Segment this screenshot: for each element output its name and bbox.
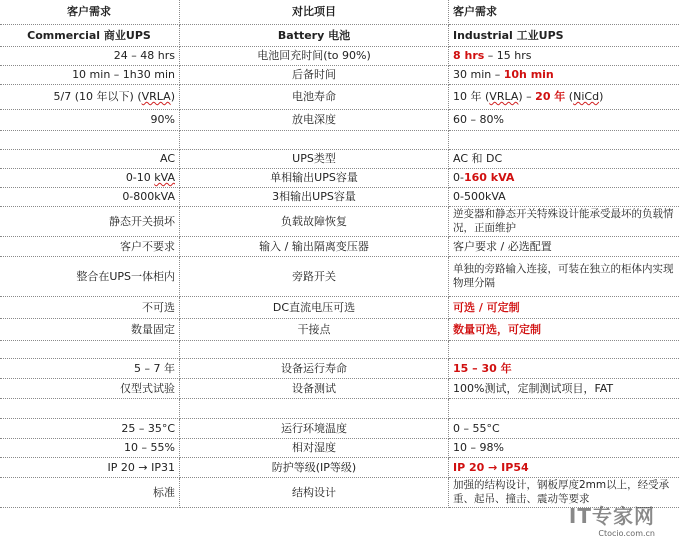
spacer-row [0,340,679,358]
commercial-cell: 5 – 7 年 [0,358,180,378]
commercial-cell: 整合在UPS一体柜内 [0,256,180,296]
table-row [0,457,679,477]
industrial-cell: IP 20 → IP54 [449,457,679,477]
item-cell: 设备测试 [180,378,449,398]
commercial-cell: 客户不要求 [0,236,180,256]
table-row [0,236,679,256]
item-cell: 结构设计 [180,477,449,507]
industrial-cell [449,46,679,65]
plain-text: 30 min – [453,68,504,81]
header-col3: 客户需求 [449,0,679,24]
item-cell: 运行环境温度 [180,418,449,438]
spacer-row [0,130,679,149]
item-cell: 干接点 [180,318,449,340]
table-row [0,477,679,507]
item-cell: 旁路开关 [180,256,449,296]
commercial-cell: 静态开关损坏 [0,206,180,236]
plain-text: ) [599,90,604,103]
header-col2: 对比项目 [180,0,449,24]
table-row [0,378,679,398]
plain-text: 10 年 ( [453,90,490,103]
subheader-col2: Battery 电池 [180,24,449,46]
item-cell: 3相输出UPS容量 [180,187,449,206]
commercial-cell: 24 – 48 hrs [0,46,180,65]
underlined-text: VRLA [489,90,519,103]
plain-text: ( [565,90,574,103]
item-cell: 单相输出UPS容量 [180,168,449,187]
item-cell: 电池寿命 [180,84,449,109]
item-cell: 负载故障恢复 [180,206,449,236]
commercial-cell: 仅型式试验 [0,378,180,398]
table-row [0,358,679,378]
commercial-cell: 90% [0,109,180,130]
table-row [0,418,679,438]
table-row [0,438,679,457]
industrial-cell: 单独的旁路输入连接，可装在独立的柜体内实现物理分隔 [449,256,679,296]
industrial-cell: 100%测试，定制测试项目，FAT [449,378,679,398]
commercial-cell: IP 20 → IP31 [0,457,180,477]
commercial-cell: 数量固定 [0,318,180,340]
commercial-cell: 不可选 [0,296,180,318]
subheader-col3: Industrial 工业UPS [449,24,679,46]
item-cell: 防护等级(IP等级) [180,457,449,477]
commercial-cell: 标准 [0,477,180,507]
industrial-cell: 客户要求 / 必选配置 [449,236,679,256]
item-cell: 相对湿度 [180,438,449,457]
commercial-cell: 10 min – 1h30 min [0,65,180,84]
item-cell: 设备运行寿命 [180,358,449,378]
industrial-cell: 10 – 98% [449,438,679,457]
industrial-cell: 0 – 55°C [449,418,679,438]
table-row [0,256,679,296]
table-row [0,149,679,168]
header-row [0,0,679,24]
table-row [0,168,679,187]
spacer-row [0,398,679,418]
plain-text: 5/7 (10 年以下) ( [53,90,142,103]
item-cell: 放电深度 [180,109,449,130]
highlight-text: 160 kVA [463,171,515,184]
commercial-cell: 10 – 55% [0,438,180,457]
industrial-cell: 15 – 30 年 [449,358,679,378]
item-cell: 后备时间 [180,65,449,84]
industrial-cell: 可选 / 可定制 [449,296,679,318]
watermark-logo-text: IT专家网 [568,504,655,528]
item-cell: UPS类型 [180,149,449,168]
item-cell: 输入 / 输出隔离变压器 [180,236,449,256]
industrial-cell: 逆变器和静态开关特殊设计能承受最坏的负载情况，正面维护 [449,206,679,236]
watermark-url: Ctocio.com.cn [598,529,655,538]
subheader-row [0,24,679,46]
industrial-cell [449,65,679,84]
plain-text: ) – [518,90,536,103]
subheader-col1: Commercial 商业UPS [0,24,180,46]
item-cell: DC直流电压可选 [180,296,449,318]
highlight-text: 10h min [503,68,554,81]
industrial-cell: 数量可选，可定制 [449,318,679,340]
industrial-cell: 0-500kVA [449,187,679,206]
industrial-cell: AC 和 DC [449,149,679,168]
commercial-cell [0,168,180,187]
commercial-cell [0,84,180,109]
table-row [0,84,679,109]
industrial-cell: 60 – 80% [449,109,679,130]
table-row [0,296,679,318]
header-col1: 客户需求 [0,0,180,24]
underlined-text: VRLA [141,90,171,103]
plain-text: ) [170,90,175,103]
underlined-text: NiCd [573,90,600,103]
industrial-cell [449,168,679,187]
table-row [0,206,679,236]
item-cell: 电池回充时间(to 90%) [180,46,449,65]
commercial-cell: 0-800kVA [0,187,180,206]
table-row [0,318,679,340]
plain-text: 0- [453,171,464,184]
plain-text: 0-10 [125,171,155,184]
commercial-cell: 25 – 35°C [0,418,180,438]
table-row [0,187,679,206]
underlined-text: kVA [154,171,175,184]
plain-text: – 15 hrs [484,49,532,62]
industrial-cell [449,84,679,109]
commercial-cell: AC [0,149,180,168]
table-row [0,46,679,65]
industrial-cell: 加强的结构设计，钢板厚度2mm以上，经受承重、起吊、撞击、震动等要求 [449,477,679,507]
highlight-text: 20 年 [535,90,566,103]
table-row [0,65,679,84]
table-row [0,109,679,130]
highlight-text: 8 hrs [453,49,485,62]
